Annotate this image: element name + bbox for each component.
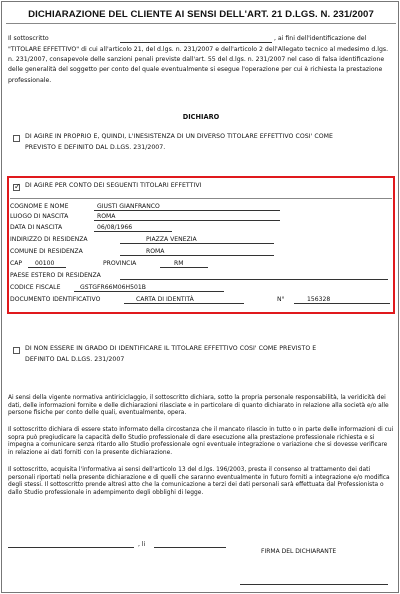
codice-fiscale-value[interactable]: GSTGFR66M06H501B (80, 284, 146, 291)
document-title: DICHIARAZIONE DEL CLIENTE AI SENSI DELL'ART. 21 D.LGS. N. 231/2007 (28, 9, 374, 20)
numero-value[interactable]: 156328 (307, 296, 331, 303)
legal-paragraph-3: Il sottoscritto, acquisita l'informativa ai sensi dell'articolo 13 del d.lgs. 196/2003, presta il consenso al trattamento dei dati personali riportati nella presente dichiarazione e di quelli che saranno eventualmente in futuro forniti a integrazione e/o modifica degli stessi. Il sottoscritto prende altresì atto che la comunicazione a terzi dei dati personali sarà effettuata dal Professionista o dallo Studio professionale in adempimento degli obblighi di legge. (8, 467, 390, 496)
codice-fiscale-underline (74, 291, 224, 292)
option-own-behalf-line1: DI AGIRE IN PROPRIO E, QUINDI, L'INESISTENZA DI UN DIVERSO TITOLARE EFFETTIVO COSI' COME (25, 133, 334, 140)
cognome-nome-label: COGNOME E NOME (10, 203, 69, 210)
provincia-value[interactable]: RM (174, 260, 184, 267)
option-on-behalf-checkbox[interactable] (13, 184, 20, 191)
data-nascita-value[interactable]: 06/08/1966 (97, 224, 133, 231)
data-nascita-label: DATA DI NASCITA (10, 224, 63, 231)
legal-paragraph-1: Ai sensi della vigente normativa antiriciclaggio, il sottoscritto dichiara, sotto la propria personale responsabilità, la veridicità dei dati, delle informazioni fornite e delle dichiarazioni rilasciate e in particolare di quanto dichiarato in relazione alla società e/o alle persone fisiche per conto delle quali, eventualmente, opera. (8, 395, 389, 417)
cap-underline (28, 267, 66, 268)
comune-label: COMUNE DI RESIDENZA (10, 248, 83, 255)
documento-label: DOCUMENTO IDENTIFICATIVO (10, 296, 101, 303)
declaration-form (1, 1, 399, 593)
date-separator: , li (138, 541, 146, 548)
signature-field[interactable] (240, 584, 388, 585)
date-field[interactable] (154, 547, 226, 548)
numero-underline (294, 303, 390, 304)
numero-label: N° (277, 296, 285, 303)
dichiaro-heading: DICHIARO (182, 113, 220, 121)
luogo-nascita-underline (94, 220, 280, 221)
indirizzo-label: INDIRIZZO DI RESIDENZA (10, 236, 88, 243)
provincia-label: PROVINCIA (103, 260, 137, 267)
indirizzo-underline (120, 243, 274, 244)
cognome-nome-value[interactable]: GIUSTI GIANFRANCO (97, 203, 160, 210)
intro-paragraph: "TITOLARE EFFETTIVO" di cui all'articolo 21, del d.lgs. n. 231/2007 e dell'articolo 2 dell'Allegato tecnico al medesimo d.lgs. n. 231/2007, consapevole delle sanzioni penali previste dall'art. 55 del d.lgs. n. 231/2007 nel caso di falsa identificazione delle generalità del soggetto per conto del quale eventualmente si esegue l'operazione per cui è richiesta la prestazione professionale. (8, 46, 389, 84)
comune-value[interactable]: ROMA (146, 248, 165, 255)
section-divider (10, 198, 392, 199)
title-divider (6, 23, 396, 24)
option-cannot-identify-line2: DEFINITO DAL D.LGS. 231/2007 (25, 356, 125, 363)
option-cannot-identify-line1: DI NON ESSERE IN GRADO DI IDENTIFICARE IL TITOLARE EFFETTIVO COSI' COME PREVISTO E (25, 345, 317, 352)
option-on-behalf-label: DI AGIRE PER CONTO DEI SEGUENTI TITOLARI EFFETTIVI (25, 182, 202, 189)
documento-underline (124, 303, 244, 304)
option-own-behalf-checkbox[interactable] (13, 135, 20, 142)
beneficial-owners-highlight (7, 176, 395, 314)
luogo-nascita-label: LUOGO DI NASCITA (10, 213, 69, 220)
cap-label: CAP (10, 260, 23, 267)
luogo-nascita-value[interactable]: ROMA (97, 213, 116, 220)
paese-estero-underline (120, 279, 388, 280)
documento-value[interactable]: CARTA DI IDENTITÀ (136, 296, 194, 303)
codice-fiscale-label: CODICE FISCALE (10, 284, 61, 291)
declarant-name-field[interactable] (120, 42, 272, 43)
option-own-behalf-line2: PREVISTO E DEFINITO DAL D.LGS. 231/2007. (25, 144, 166, 151)
paese-estero-label: PAESE ESTERO DI RESIDENZA (10, 272, 101, 279)
indirizzo-value[interactable]: PIAZZA VENEZIA (146, 236, 197, 243)
cognome-nome-underline (94, 210, 280, 211)
place-field[interactable] (8, 547, 134, 548)
cap-value[interactable]: 00100 (35, 260, 55, 267)
data-nascita-underline (94, 231, 172, 232)
intro-lead-text: Il sottoscritto (8, 35, 49, 42)
provincia-underline (160, 267, 208, 268)
comune-underline (120, 255, 274, 256)
legal-paragraph-2: Il sottoscritto dichiara di essere stato informato della circostanza che il mancato rilascio in tutto o in parte delle informazioni di cui sopra può pregiudicare la capacità dello Studio professionale di dare esecuzione alla prestazione professionale richiesta e si impegna a comunicare senza ritardo allo Studio professionale ogni eventuale integrazione o variazione che si dovesse verificare in relazione ai dati forniti con la presente dichiarazione. (8, 427, 394, 456)
intro-tail-text: , ai fini dell'identificazione del (274, 35, 367, 42)
option-cannot-identify-checkbox[interactable] (13, 347, 20, 354)
signature-label: FIRMA DEL DICHIARANTE (261, 548, 337, 555)
